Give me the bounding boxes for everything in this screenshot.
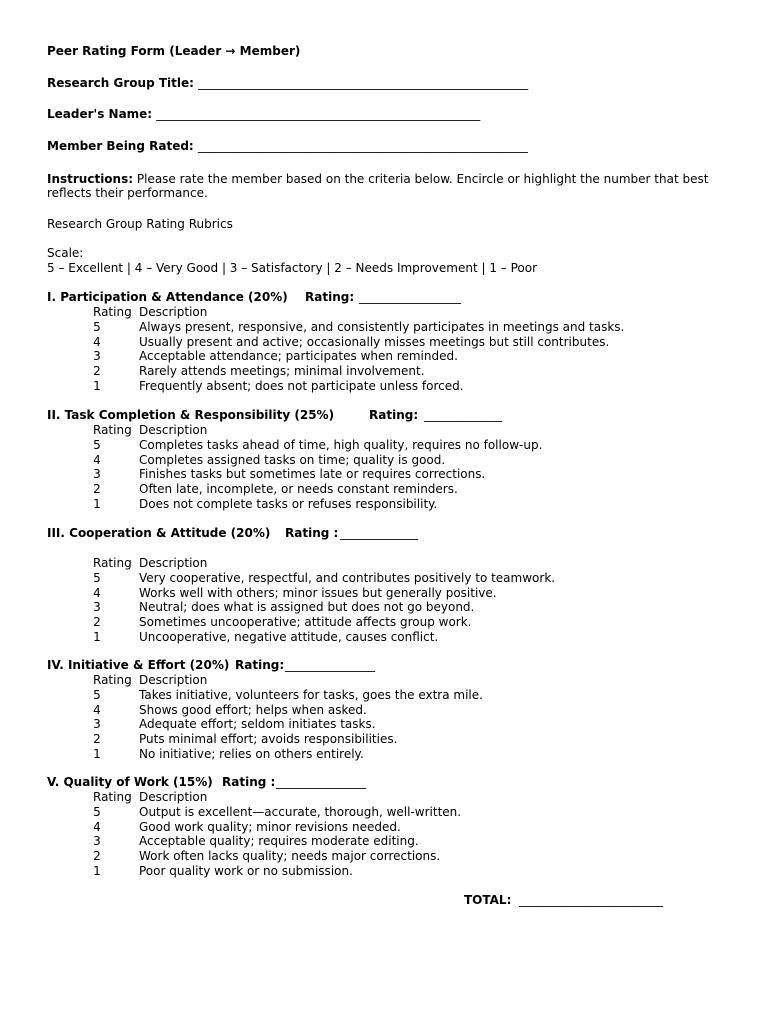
- rating-number[interactable]: 5: [93, 570, 101, 585]
- section-rating-label: Rating :: [222, 775, 276, 789]
- table-row: [0, 320, 768, 335]
- member-rated-field[interactable]: [47, 139, 528, 154]
- rating-number[interactable]: 2: [93, 732, 101, 747]
- rating-number[interactable]: 3: [93, 600, 101, 615]
- table-row: [0, 600, 768, 615]
- section-rating-label: Rating:: [235, 658, 285, 672]
- rating-number[interactable]: 5: [93, 319, 101, 334]
- rating-description: Works well with others; minor issues but generally positive.: [139, 585, 497, 600]
- rating-number[interactable]: 4: [93, 334, 101, 349]
- rating-description: Finishes tasks but sometimes late or requires corrections.: [139, 467, 486, 482]
- rating-number[interactable]: 1: [93, 630, 101, 644]
- section-heading: IV. Initiative & Effort (20%): [47, 658, 230, 672]
- rating-number[interactable]: 4: [93, 585, 101, 600]
- table-row: [0, 349, 768, 364]
- research-group-title-label: Research Group Title:: [47, 76, 199, 90]
- col-header-rating: Rating: [93, 423, 132, 437]
- total-line[interactable]: ________________________: [519, 893, 664, 907]
- section-rating-line[interactable]: _________________: [359, 290, 461, 304]
- rating-number[interactable]: 1: [93, 379, 101, 393]
- table-row: [0, 467, 768, 482]
- section-heading: III. Cooperation & Attitude (20%): [47, 526, 271, 540]
- rating-description: Output is excellent—accurate, thorough, well-written.: [139, 804, 462, 819]
- table-row: [0, 849, 768, 864]
- rating-number[interactable]: 1: [93, 864, 101, 878]
- rating-description: Neutral; does what is assigned but does not go beyond.: [139, 600, 475, 615]
- rating-number[interactable]: 3: [93, 834, 101, 849]
- table-row: [0, 864, 768, 879]
- rating-description: No initiative; relies on others entirely.: [139, 747, 364, 761]
- table-row: [0, 453, 768, 468]
- rating-number[interactable]: 4: [93, 452, 101, 467]
- section-rating-label: Rating :: [285, 526, 339, 540]
- rating-description: Work often lacks quality; needs major corrections.: [139, 849, 441, 864]
- table-row: [0, 688, 768, 703]
- section-rating-line[interactable]: _______________: [276, 775, 366, 789]
- col-header-description: Description: [139, 673, 208, 687]
- section-rating-line[interactable]: _____________: [424, 408, 502, 422]
- rating-number[interactable]: 2: [93, 849, 101, 864]
- rating-description: Always present, responsive, and consistently participates in meetings and tasks.: [139, 319, 625, 334]
- col-header-rating: Rating: [93, 673, 132, 687]
- instructions-text: Please rate the member based on the criteria below. Encircle or highlight the number that best reflects their performance.: [47, 172, 709, 200]
- rating-description: Takes initiative, volunteers for tasks, goes the extra mile.: [139, 687, 483, 702]
- rating-number[interactable]: 3: [93, 349, 101, 364]
- instructions-label: Instructions:: [47, 172, 134, 186]
- table-row: [0, 497, 768, 512]
- table-row: [0, 438, 768, 453]
- rating-description: Rarely attends meetings; minimal involvement.: [139, 364, 425, 379]
- section-cooperation: [0, 526, 768, 651]
- member-rated-label: Member Being Rated:: [47, 139, 198, 153]
- table-row: [0, 364, 768, 379]
- col-header-rating: Rating: [93, 305, 132, 319]
- rating-number[interactable]: 3: [93, 467, 101, 482]
- rating-number[interactable]: 5: [93, 437, 101, 452]
- rating-description: Shows good effort; helps when asked.: [139, 702, 367, 717]
- rating-description: Adequate effort; seldom initiates tasks.: [139, 717, 376, 732]
- rating-number[interactable]: 5: [93, 687, 101, 702]
- rating-number[interactable]: 1: [93, 747, 101, 761]
- rating-description: Completes assigned tasks on time; quality is good.: [139, 452, 446, 467]
- col-header-description: Description: [139, 556, 208, 570]
- col-header-description: Description: [139, 790, 208, 804]
- table-row: [0, 482, 768, 497]
- table-row: [0, 747, 768, 762]
- rating-number[interactable]: 2: [93, 615, 101, 630]
- table-row: [0, 571, 768, 586]
- table-row: [0, 732, 768, 747]
- rating-number[interactable]: 5: [93, 804, 101, 819]
- research-group-title-field[interactable]: [47, 76, 528, 91]
- total-label: TOTAL:: [464, 893, 512, 907]
- rating-number[interactable]: 4: [93, 702, 101, 717]
- rating-description: Does not complete tasks or refuses responsibility.: [139, 497, 438, 511]
- rating-description: Puts minimal effort; avoids responsibilities.: [139, 732, 398, 747]
- section-task-completion: [0, 408, 768, 518]
- section-rating-label: Rating:: [305, 290, 355, 304]
- section-rating-label: Rating:: [369, 408, 419, 422]
- col-header-rating: Rating: [93, 790, 132, 804]
- rating-description: Uncooperative, negative attitude, causes conflict.: [139, 630, 439, 644]
- section-quality: [0, 775, 768, 885]
- research-group-title-line[interactable]: _______________________________________________________: [198, 76, 529, 90]
- leader-name-field[interactable]: [47, 107, 480, 122]
- leader-name-line[interactable]: ______________________________________________________: [156, 107, 481, 121]
- col-header-description: Description: [139, 305, 208, 319]
- rating-description: Good work quality; minor revisions needed.: [139, 819, 401, 834]
- table-row: [0, 630, 768, 645]
- rating-description: Acceptable quality; requires moderate editing.: [139, 834, 419, 849]
- member-rated-line[interactable]: _______________________________________________________: [197, 139, 528, 153]
- table-row: [0, 586, 768, 601]
- section-initiative: [0, 658, 768, 768]
- scale-label: Scale:: [47, 246, 84, 260]
- section-heading: V. Quality of Work (15%): [47, 775, 213, 789]
- form-title: Peer Rating Form (Leader → Member): [47, 44, 301, 58]
- rating-number[interactable]: 2: [93, 482, 101, 497]
- rating-description: Completes tasks ahead of time, high quality, requires no follow-up.: [139, 437, 543, 452]
- rating-description: Very cooperative, respectful, and contributes positively to teamwork.: [139, 570, 556, 585]
- rating-number[interactable]: 4: [93, 819, 101, 834]
- rating-number[interactable]: 1: [93, 497, 101, 511]
- section-heading: II. Task Completion & Responsibility (25%): [47, 408, 335, 422]
- rubrics-title: Research Group Rating Rubrics: [47, 217, 233, 231]
- rating-description: Sometimes uncooperative; attitude affects group work.: [139, 615, 472, 630]
- table-row: [0, 703, 768, 718]
- rating-number[interactable]: 3: [93, 717, 101, 732]
- instructions: [47, 172, 727, 200]
- table-row: [0, 834, 768, 849]
- table-row: [0, 717, 768, 732]
- section-rating-line[interactable]: _______________: [285, 658, 375, 672]
- table-row: [0, 615, 768, 630]
- section-participation: [0, 290, 768, 400]
- table-row: [0, 820, 768, 835]
- table-row: [0, 379, 768, 394]
- total-field[interactable]: [464, 893, 663, 908]
- col-header-description: Description: [139, 423, 208, 437]
- rating-description: Poor quality work or no submission.: [139, 864, 353, 878]
- table-row: [0, 805, 768, 820]
- scale-text: 5 – Excellent | 4 – Very Good | 3 – Satisfactory | 2 – Needs Improvement | 1 – Poor: [47, 261, 538, 275]
- rating-description: Frequently absent; does not participate unless forced.: [139, 379, 464, 393]
- col-header-rating: Rating: [93, 556, 132, 570]
- rating-description: Acceptable attendance; participates when reminded.: [139, 349, 458, 364]
- rating-number[interactable]: 2: [93, 364, 101, 379]
- section-heading: I. Participation & Attendance (20%): [47, 290, 288, 304]
- rating-description: Usually present and active; occasionally misses meetings but still contributes.: [139, 334, 610, 349]
- leader-name-label: Leader's Name:: [47, 107, 157, 121]
- rating-description: Often late, incomplete, or needs constant reminders.: [139, 482, 458, 497]
- table-row: [0, 335, 768, 350]
- section-rating-line[interactable]: _____________: [340, 526, 418, 540]
